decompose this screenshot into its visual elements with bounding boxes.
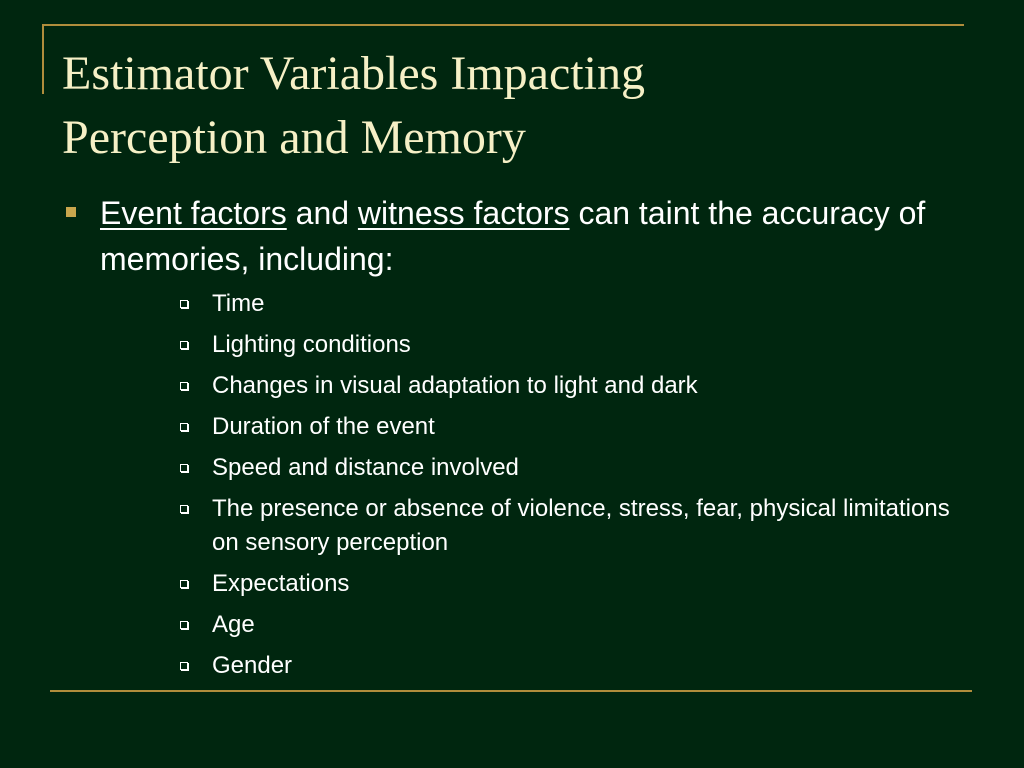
hollow-square-bullet-icon — [180, 464, 188, 472]
filled-square-bullet-icon — [66, 207, 76, 217]
sub-bullet-text: Age — [212, 611, 255, 638]
sub-bullet-item — [178, 649, 968, 683]
event-factors-link: Event factors — [100, 195, 287, 231]
sub-bullet-item — [178, 328, 968, 362]
hollow-square-bullet-icon — [180, 505, 188, 513]
sub-bullet-list — [178, 287, 968, 690]
sub-bullet-text: Changes in visual adaptation to light and dark — [212, 372, 698, 399]
hollow-square-bullet-icon — [180, 341, 188, 349]
sub-bullet-text: The presence or absence of violence, stress, fear, physical limitations on sensory perception — [212, 495, 950, 556]
hollow-square-bullet-icon — [180, 423, 188, 431]
sub-bullet-item — [178, 287, 968, 321]
slide-title — [62, 42, 962, 170]
witness-factors-link: witness factors — [357, 195, 570, 231]
sub-bullet-text: Lighting conditions — [212, 331, 411, 358]
top-rule — [42, 24, 964, 26]
main-bullet — [62, 190, 962, 282]
main-bullet-connector: and — [286, 195, 358, 231]
sub-bullet-text: Duration of the event — [212, 413, 435, 440]
sub-bullet-item — [178, 608, 968, 642]
sub-bullet-item — [178, 410, 968, 444]
sub-bullet-text: Gender — [212, 652, 293, 679]
hollow-square-bullet-icon — [180, 382, 188, 390]
sub-bullet-item — [178, 369, 968, 403]
bottom-rule — [50, 690, 972, 692]
main-bullet-rest: can taint the accuracy of memories, including: — [100, 195, 926, 277]
sub-bullet-text: Expectations — [212, 570, 350, 597]
sub-bullet-text: Time — [212, 290, 265, 317]
hollow-square-bullet-icon — [180, 662, 188, 670]
main-bullet-text — [100, 190, 962, 282]
slide-title-line-2: Perception and Memory — [62, 111, 526, 164]
sub-bullet-item — [178, 567, 968, 601]
slide-title-line-1: Estimator Variables Impacting — [62, 47, 645, 100]
sub-bullet-item — [178, 492, 968, 560]
hollow-square-bullet-icon — [180, 621, 188, 629]
left-rule — [42, 24, 44, 94]
hollow-square-bullet-icon — [180, 300, 188, 308]
hollow-square-bullet-icon — [180, 580, 188, 588]
sub-bullet-item — [178, 451, 968, 485]
sub-bullet-text: Speed and distance involved — [212, 454, 519, 481]
